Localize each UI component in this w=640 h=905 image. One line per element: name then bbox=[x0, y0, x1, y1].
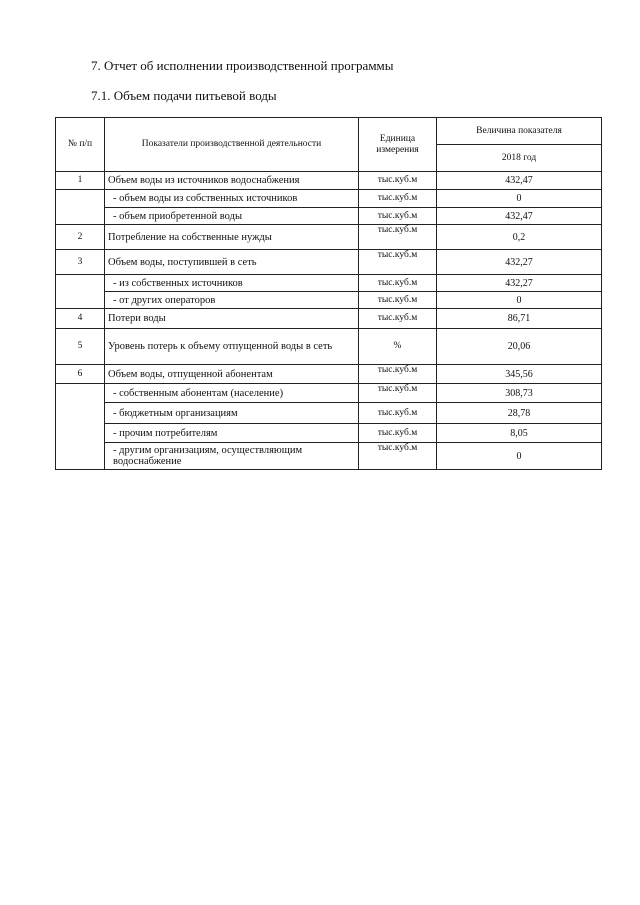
row-value: 28,78 bbox=[437, 403, 602, 424]
row-unit: тыс.куб.м bbox=[359, 208, 437, 225]
row-num: 5 bbox=[56, 329, 105, 365]
header-year: 2018 год bbox=[437, 145, 602, 172]
row-name: - от других операторов bbox=[105, 292, 359, 309]
table-row bbox=[56, 225, 602, 250]
row-unit: тыс.куб.м bbox=[359, 424, 437, 443]
header-unit: Единица измерения bbox=[359, 118, 437, 172]
table-row bbox=[56, 403, 602, 424]
water-supply-table bbox=[55, 117, 602, 470]
row-name: - другим организациям, осуществляющим водоснабжение bbox=[105, 443, 359, 470]
table-row bbox=[56, 443, 602, 470]
row-value: 0,2 bbox=[437, 225, 602, 250]
table-row bbox=[56, 384, 602, 403]
table-row bbox=[56, 250, 602, 275]
row-num bbox=[56, 275, 105, 309]
row-unit: тыс.куб.м bbox=[359, 384, 437, 403]
row-value: 0 bbox=[437, 292, 602, 309]
table-row bbox=[56, 172, 602, 190]
row-value: 86,71 bbox=[437, 309, 602, 329]
row-value: 0 bbox=[437, 443, 602, 470]
row-value: 20,06 bbox=[437, 329, 602, 365]
row-unit: тыс.куб.м bbox=[359, 309, 437, 329]
row-unit: тыс.куб.м bbox=[359, 443, 437, 470]
row-unit: тыс.куб.м bbox=[359, 275, 437, 292]
row-value: 308,73 bbox=[437, 384, 602, 403]
row-value: 0 bbox=[437, 190, 602, 208]
row-name: - из собственных источников bbox=[105, 275, 359, 292]
table-row bbox=[56, 365, 602, 384]
row-name: - бюджетным организациям bbox=[105, 403, 359, 424]
row-unit: тыс.куб.м bbox=[359, 250, 437, 275]
header-name: Показатели производственной деятельности bbox=[105, 118, 359, 172]
row-unit: тыс.куб.м bbox=[359, 225, 437, 250]
row-unit: % bbox=[359, 329, 437, 365]
row-num: 4 bbox=[56, 309, 105, 329]
row-name: Уровень потерь к объему отпущенной воды в сеть bbox=[105, 329, 359, 365]
row-num bbox=[56, 190, 105, 225]
table-row bbox=[56, 424, 602, 443]
row-value: 345,56 bbox=[437, 365, 602, 384]
row-unit: тыс.куб.м bbox=[359, 172, 437, 190]
row-value: 432,47 bbox=[437, 208, 602, 225]
row-name: Объем воды, поступившей в сеть bbox=[105, 250, 359, 275]
table-row bbox=[56, 275, 602, 292]
table-row bbox=[56, 208, 602, 225]
row-num: 3 bbox=[56, 250, 105, 275]
row-num: 2 bbox=[56, 225, 105, 250]
row-unit: тыс.куб.м bbox=[359, 365, 437, 384]
table-row bbox=[56, 329, 602, 365]
row-name: - объем приобретенной воды bbox=[105, 208, 359, 225]
row-name: - объем воды из собственных источников bbox=[105, 190, 359, 208]
header-value-group: Величина показателя bbox=[437, 118, 602, 145]
row-num: 6 bbox=[56, 365, 105, 384]
section-heading: 7. Отчет об исполнении производственной программы bbox=[91, 58, 394, 73]
row-num bbox=[56, 384, 105, 470]
row-name: Потребление на собственные нужды bbox=[105, 225, 359, 250]
row-value: 432,27 bbox=[437, 275, 602, 292]
row-value: 432,47 bbox=[437, 172, 602, 190]
table-row bbox=[56, 190, 602, 208]
row-name: - собственным абонентам (население) bbox=[105, 384, 359, 403]
header-num: № п/п bbox=[56, 118, 105, 172]
row-num: 1 bbox=[56, 172, 105, 190]
row-value: 8,05 bbox=[437, 424, 602, 443]
row-unit: тыс.куб.м bbox=[359, 190, 437, 208]
row-name: - прочим потребителям bbox=[105, 424, 359, 443]
row-name: Объем воды из источников водоснабжения bbox=[105, 172, 359, 190]
row-value: 432,27 bbox=[437, 250, 602, 275]
row-name: Потери воды bbox=[105, 309, 359, 329]
row-name: Объем воды, отпущенной абонентам bbox=[105, 365, 359, 384]
table-row bbox=[56, 292, 602, 309]
subsection-heading: 7.1. Объем подачи питьевой воды bbox=[91, 88, 277, 103]
row-unit: тыс.куб.м bbox=[359, 403, 437, 424]
table-row bbox=[56, 309, 602, 329]
row-unit: тыс.куб.м bbox=[359, 292, 437, 309]
